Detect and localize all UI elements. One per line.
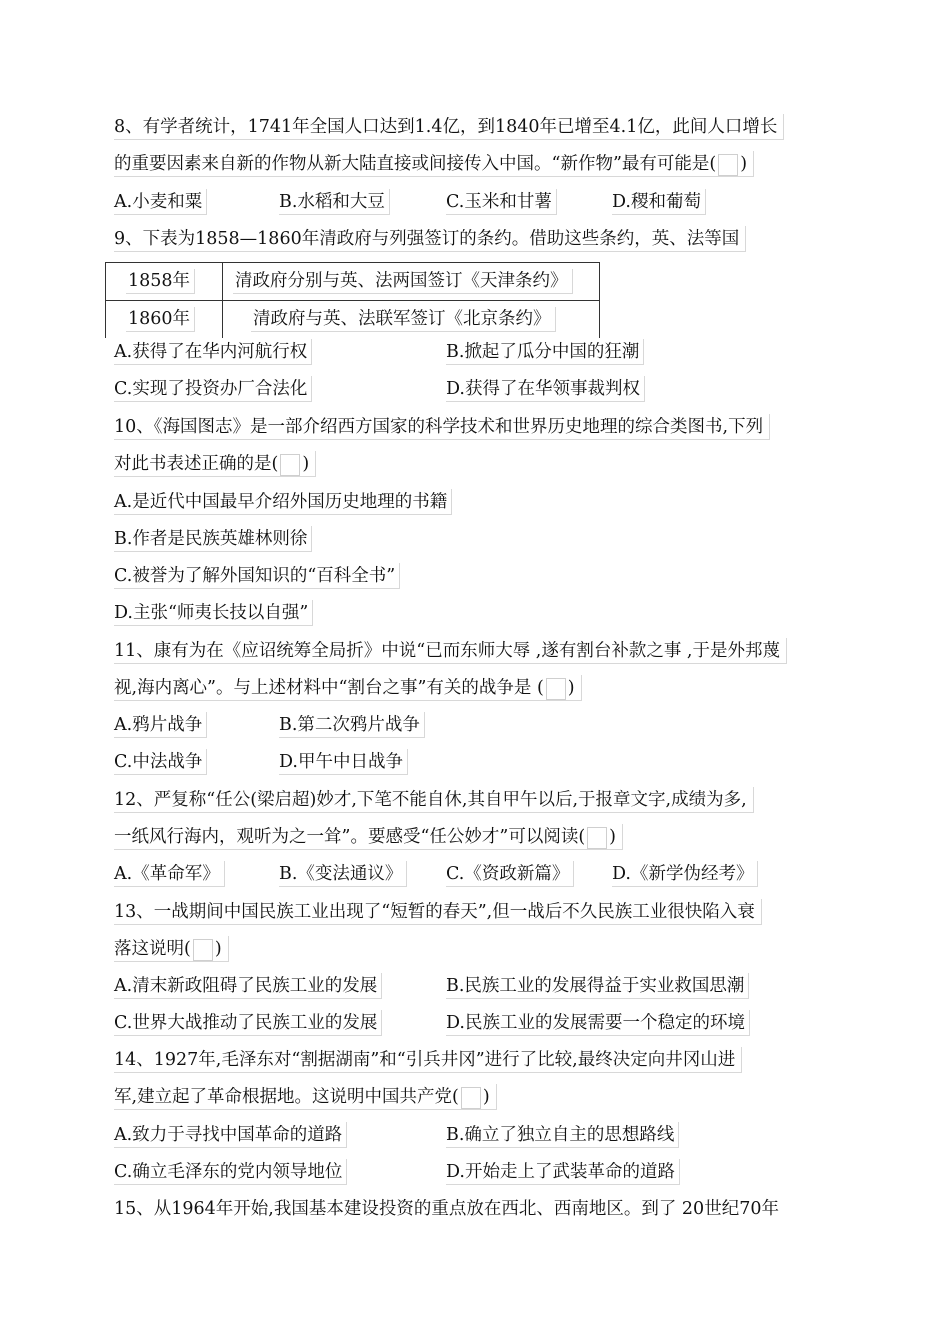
q10-option-c: C.被誉为了解外国知识的“百科全书” bbox=[114, 563, 400, 589]
q8-option-b: B.水稻和大豆 bbox=[279, 189, 390, 215]
q14-answer-blank[interactable] bbox=[461, 1087, 481, 1109]
q9-option-c: C.实现了投资办厂合法化 bbox=[114, 376, 312, 402]
q8-close-paren: ) bbox=[740, 154, 748, 174]
q8-stem-text: 的重要因素来自新的作物从新大陆直接或间接传入中国。“新作物”最有可能是( bbox=[114, 154, 717, 174]
q13-stem-line2: 落这说明( ) bbox=[114, 936, 229, 962]
q11-stem-line2: 视,海内离心”。与上述材料中“割台之事”有关的战争是 ( ) bbox=[114, 675, 582, 701]
q15-stem-line1: 15、从1964年开始,我国基本建设投资的重点放在西北、西南地区。到了 20世纪70年 bbox=[114, 1199, 779, 1219]
q10-stem-line1: 10、《海国图志》是一部介绍西方国家的科学技术和世界历史地理的综合类图书,下列 bbox=[114, 414, 770, 440]
treaty-table bbox=[105, 262, 600, 338]
q12-answer-blank[interactable] bbox=[587, 827, 607, 849]
q14-option-b: B.确立了独立自主的思想路线 bbox=[446, 1122, 679, 1148]
q14-stem-line2: 军,建立起了革命根据地。这说明中国共产党( ) bbox=[114, 1084, 497, 1110]
q11-option-c: C.中法战争 bbox=[114, 749, 207, 775]
q8-option-d: D.稷和葡萄 bbox=[612, 189, 706, 215]
q14-stem-line1: 14、1927年,毛泽东对“割据湖南”和“引兵井冈”进行了比较,最终决定向井冈山进 bbox=[114, 1047, 742, 1073]
q14-option-a: A.致力于寻找中国革命的道路 bbox=[114, 1122, 347, 1148]
table-cell-year: 1858年 bbox=[106, 263, 223, 301]
q10-option-d: D.主张“师夷长技以自强” bbox=[114, 600, 313, 626]
q8-answer-blank[interactable] bbox=[718, 154, 738, 176]
q13-option-d: D.民族工业的发展需要一个稳定的环境 bbox=[446, 1010, 750, 1036]
q13-option-c: C.世界大战推动了民族工业的发展 bbox=[114, 1010, 382, 1036]
q12-option-a: A.《革命军》 bbox=[114, 861, 225, 887]
q8-option-c: C.玉米和甘薯 bbox=[446, 189, 557, 215]
q11-option-d: D.甲午中日战争 bbox=[279, 749, 408, 775]
q12-stem-line2: 一纸风行海内，观听为之一耸”。要感受“任公妙才”可以阅读( ) bbox=[114, 824, 623, 850]
q12-option-d: D.《新学伪经考》 bbox=[612, 861, 758, 887]
table-row bbox=[106, 301, 600, 339]
q10-answer-blank[interactable] bbox=[280, 454, 300, 476]
q12-option-c: C.《资政新篇》 bbox=[446, 861, 574, 887]
q14-option-c: C.确立毛泽东的党内领导地位 bbox=[114, 1159, 347, 1185]
q11-option-b: B.第二次鸦片战争 bbox=[279, 712, 425, 738]
q11-stem-line1: 11、康有为在《应诏统筹全局折》中说“已而东师大辱 ,遂有割台补款之事 ,于是外邦蔑 bbox=[114, 638, 787, 664]
table-cell-content: 清政府与英、法联军签订《北京条约》 bbox=[223, 301, 600, 339]
q9-stem-line1: 9、下表为1858—1860年清政府与列强签订的条约。借助这些条约，英、法等国 bbox=[114, 226, 746, 252]
table-cell-year: 1860年 bbox=[106, 301, 223, 339]
q12-stem-line1: 12、严复称“任公(梁启超)妙才,下笔不能自休,其自甲午以后,于报章文字,成绩为多, bbox=[114, 787, 754, 813]
table-row bbox=[106, 263, 600, 301]
q8-option-a: A.小麦和粟 bbox=[114, 189, 207, 215]
q10-option-a: A.是近代中国最早介绍外国历史地理的书籍 bbox=[114, 489, 452, 515]
q13-option-b: B.民族工业的发展得益于实业救国思潮 bbox=[446, 973, 749, 999]
table-cell-content: 清政府分别与英、法两国签订《天津条约》 bbox=[223, 263, 600, 301]
q10-stem-line2: 对此书表述正确的是( ) bbox=[114, 451, 316, 477]
q12-option-b: B.《变法通议》 bbox=[279, 861, 407, 887]
q8-stem-line1: 8、有学者统计，1741年全国人口达到1.4亿，到1840年已增至4.1亿，此间人口增长 bbox=[114, 114, 784, 140]
q9-option-d: D.获得了在华领事裁判权 bbox=[446, 376, 645, 402]
q13-option-a: A.清末新政阻碍了民族工业的发展 bbox=[114, 973, 382, 999]
q13-answer-blank[interactable] bbox=[193, 939, 213, 961]
q13-stem-line1: 13、一战期间中国民族工业出现了“短暂的春天”,但一战后不久民族工业很快陷入衰 bbox=[114, 899, 762, 925]
q14-option-d: D.开始走上了武装革命的道路 bbox=[446, 1159, 680, 1185]
q11-answer-blank[interactable] bbox=[546, 678, 566, 700]
q11-option-a: A.鸦片战争 bbox=[114, 712, 207, 738]
q10-option-b: B.作者是民族英雄林则徐 bbox=[114, 526, 312, 552]
q9-option-b: B.掀起了瓜分中国的狂潮 bbox=[446, 339, 644, 365]
q8-stem-line2 bbox=[114, 151, 754, 177]
q9-option-a: A.获得了在华内河航行权 bbox=[114, 339, 312, 365]
